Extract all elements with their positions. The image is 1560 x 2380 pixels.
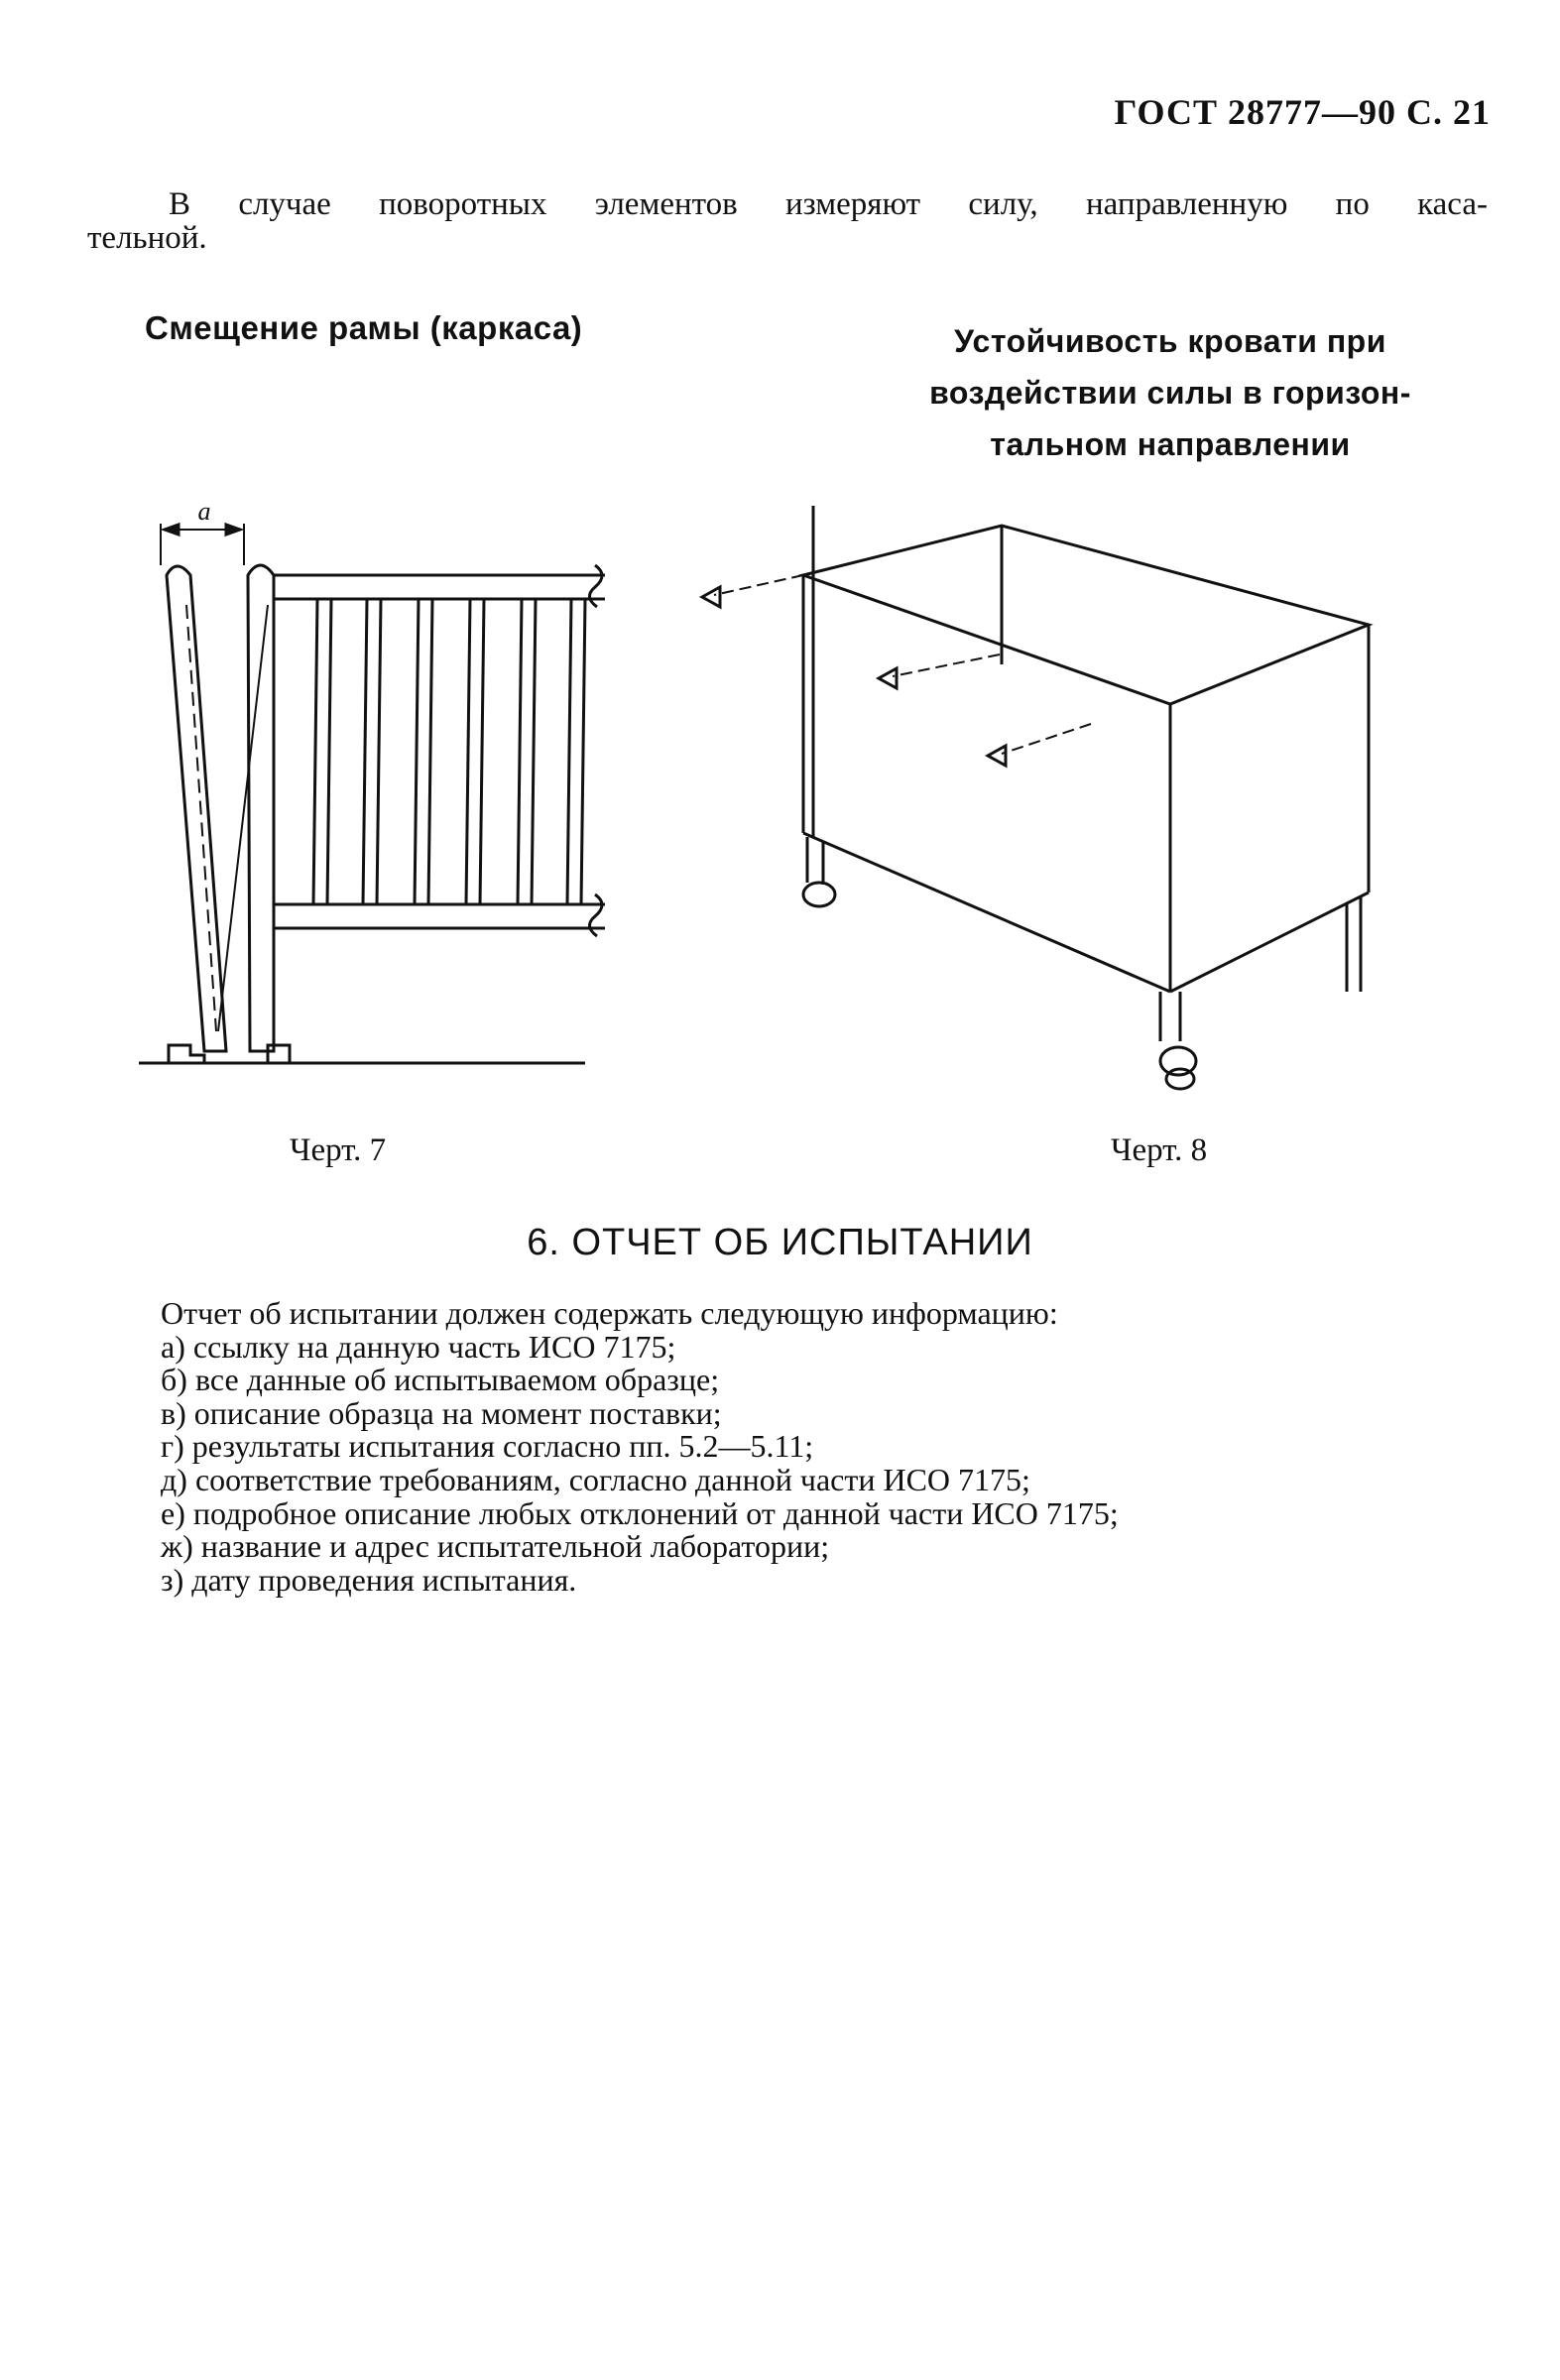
figure8-caption-line: тальном направлении — [990, 426, 1351, 462]
figure7-drawing — [119, 496, 635, 1091]
report-lead: Отчет об испытании должен содержать следующую информацию: — [161, 1295, 1058, 1331]
report-list — [161, 1297, 1119, 1597]
section-title: 6. ОТЧЕТ ОБ ИСПЫТАНИИ — [527, 1222, 1033, 1263]
figure8-label: Черт. 8 — [1111, 1132, 1208, 1168]
figure8-caption-line: Устойчивость кровати при — [954, 323, 1386, 359]
figure8-caption — [893, 315, 1448, 470]
figure7-label: Черт. 7 — [290, 1132, 387, 1168]
figure8-drawing — [684, 506, 1379, 1111]
list-item: е) подробное описание любых отклонений от данной части ИСО 7175; — [161, 1494, 1119, 1531]
intro-paragraph-line2: тельной. — [87, 220, 207, 256]
list-item: г) результаты испытания согласно пп. 5.2—5.11; — [161, 1428, 814, 1465]
list-item: в) описание образца на момент поставки; — [161, 1394, 722, 1431]
intro-paragraph-line1: В случае поворотных элементов измеряют силу, направленную по каса- — [169, 186, 1488, 222]
list-item: д) соответствие требованиям, согласно данной части ИСО 7175; — [161, 1461, 1030, 1497]
figure7-dimension-label: а — [197, 497, 211, 526]
list-item: б) все данные об испытываемом образце; — [161, 1362, 720, 1398]
list-item: з) дату проведения испытания. — [161, 1561, 577, 1598]
figure8-caption-line: воздействии силы в горизон- — [929, 375, 1411, 411]
list-item: а) ссылку на данную часть ИСО 7175; — [161, 1328, 676, 1365]
figure7-caption: Смещение рамы (каркаса) — [145, 309, 583, 346]
page-header: ГОСТ 28777—90 С. 21 — [1114, 92, 1491, 132]
list-item: ж) название и адрес испытательной лаборатории; — [161, 1528, 830, 1565]
